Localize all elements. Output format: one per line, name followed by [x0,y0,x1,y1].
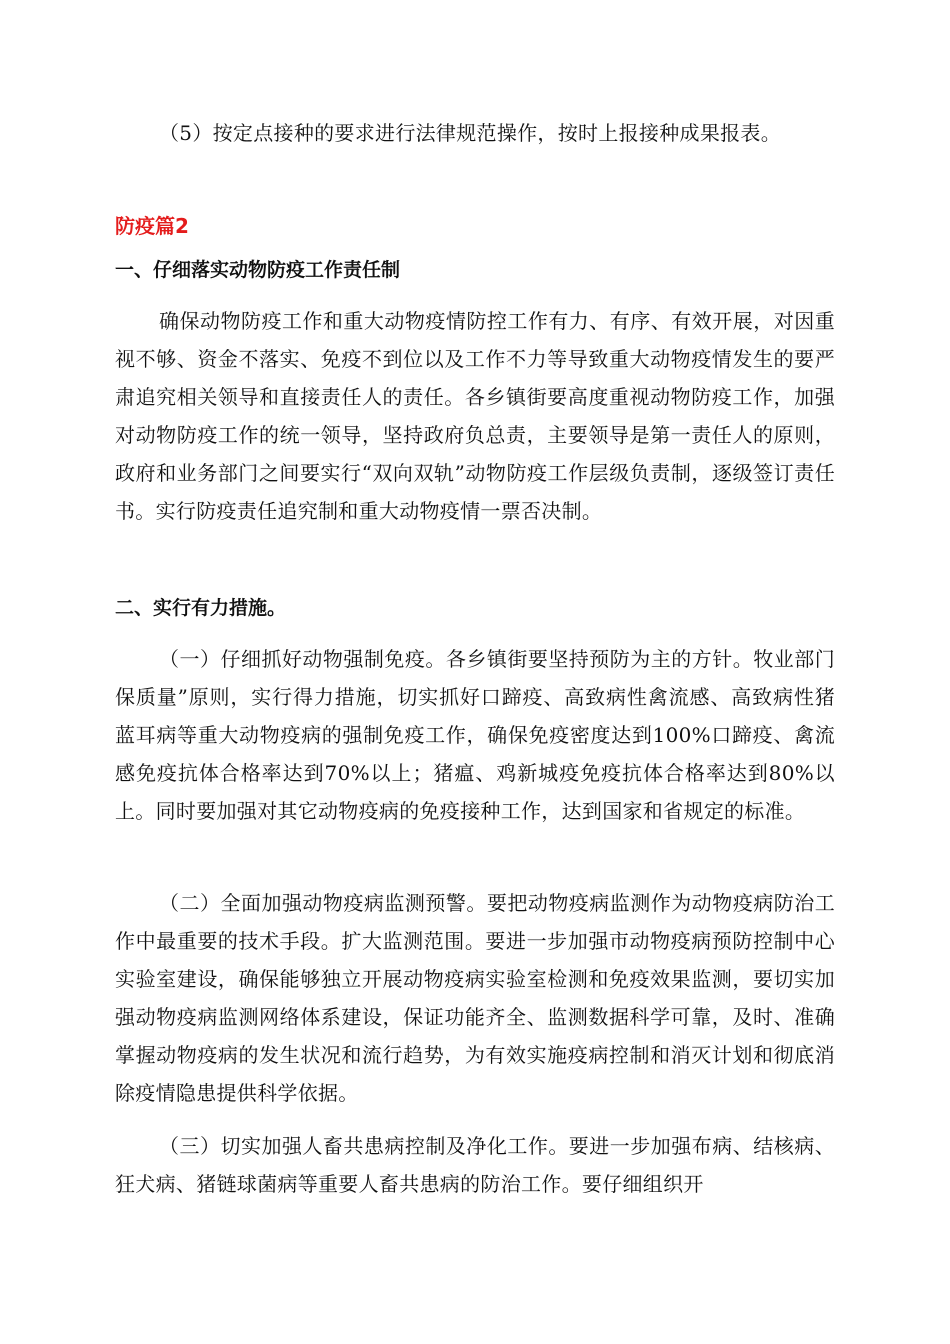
paragraph-item-5: （5）按定点接种的要求进行法律规范操作，按时上报接种成果报表。 [159,121,782,145]
section-title: 防疫篇2 [115,214,189,238]
paragraph-measure-one: （一）仔细抓好动物强制免疫。各乡镇街要坚持预防为主的方针。牧业部门保质量”原则，实行得力措施，切实抓好口蹄疫、高致病性禽流感、高致病性猪蓝耳病等重大动物疫病的强制免疫工作，确保免疫密度达到100%口蹄疫、禽流感免疫抗体合格率达到70%以上；猪瘟、鸡新城疫免疫抗体合格率达到80%以上。同时要加强对其它动物疫病的免疫接种工作，达到国家和省规定的标准。 [115,647,835,823]
paragraph-responsibility: 确保动物防疫工作和重大动物疫情防控工作有力、有序、有效开展，对因重视不够、资金不落实、免疫不到位以及工作不力等导致重大动物疫情发生的要严肃追究相关领导和直接责任人的责任。各乡镇街要高度重视动物防疫工作，加强对动物防疫工作的统一领导，坚持政府负总责，主要领导是第一责任人的原则，政府和业务部门之间要实行“双向双轨”动物防疫工作层级负责制，逐级签订责任书。实行防疫责任追究制和重大动物疫情一票否决制。 [115,309,835,523]
paragraph-measure-three: （三）切实加强人畜共患病控制及净化工作。要进一步加强布病、结核病、狂犬病、猪链球菌病等重要人畜共患病的防治工作。要仔细组织开 [115,1134,835,1196]
paragraph-measure-two: （二）全面加强动物疫病监测预警。要把动物疫病监测作为动物疫病防治工作中最重要的技术手段。扩大监测范围。要进一步加强市动物疫病预防控制中心实验室建设，确保能够独立开展动物疫病实验室检测和免疫效果监测，要切实加强动物疫病监测网络体系建设，保证功能齐全、监测数据科学可靠，及时、准确掌握动物疫病的发生状况和流行趋势，为有效实施疫病控制和消灭计划和彻底消除疫情隐患提供科学依据。 [115,891,835,1105]
heading-responsibility: 一、仔细落实动物防疫工作责任制 [115,259,401,281]
heading-measures: 二、实行有力措施。 [115,597,287,619]
